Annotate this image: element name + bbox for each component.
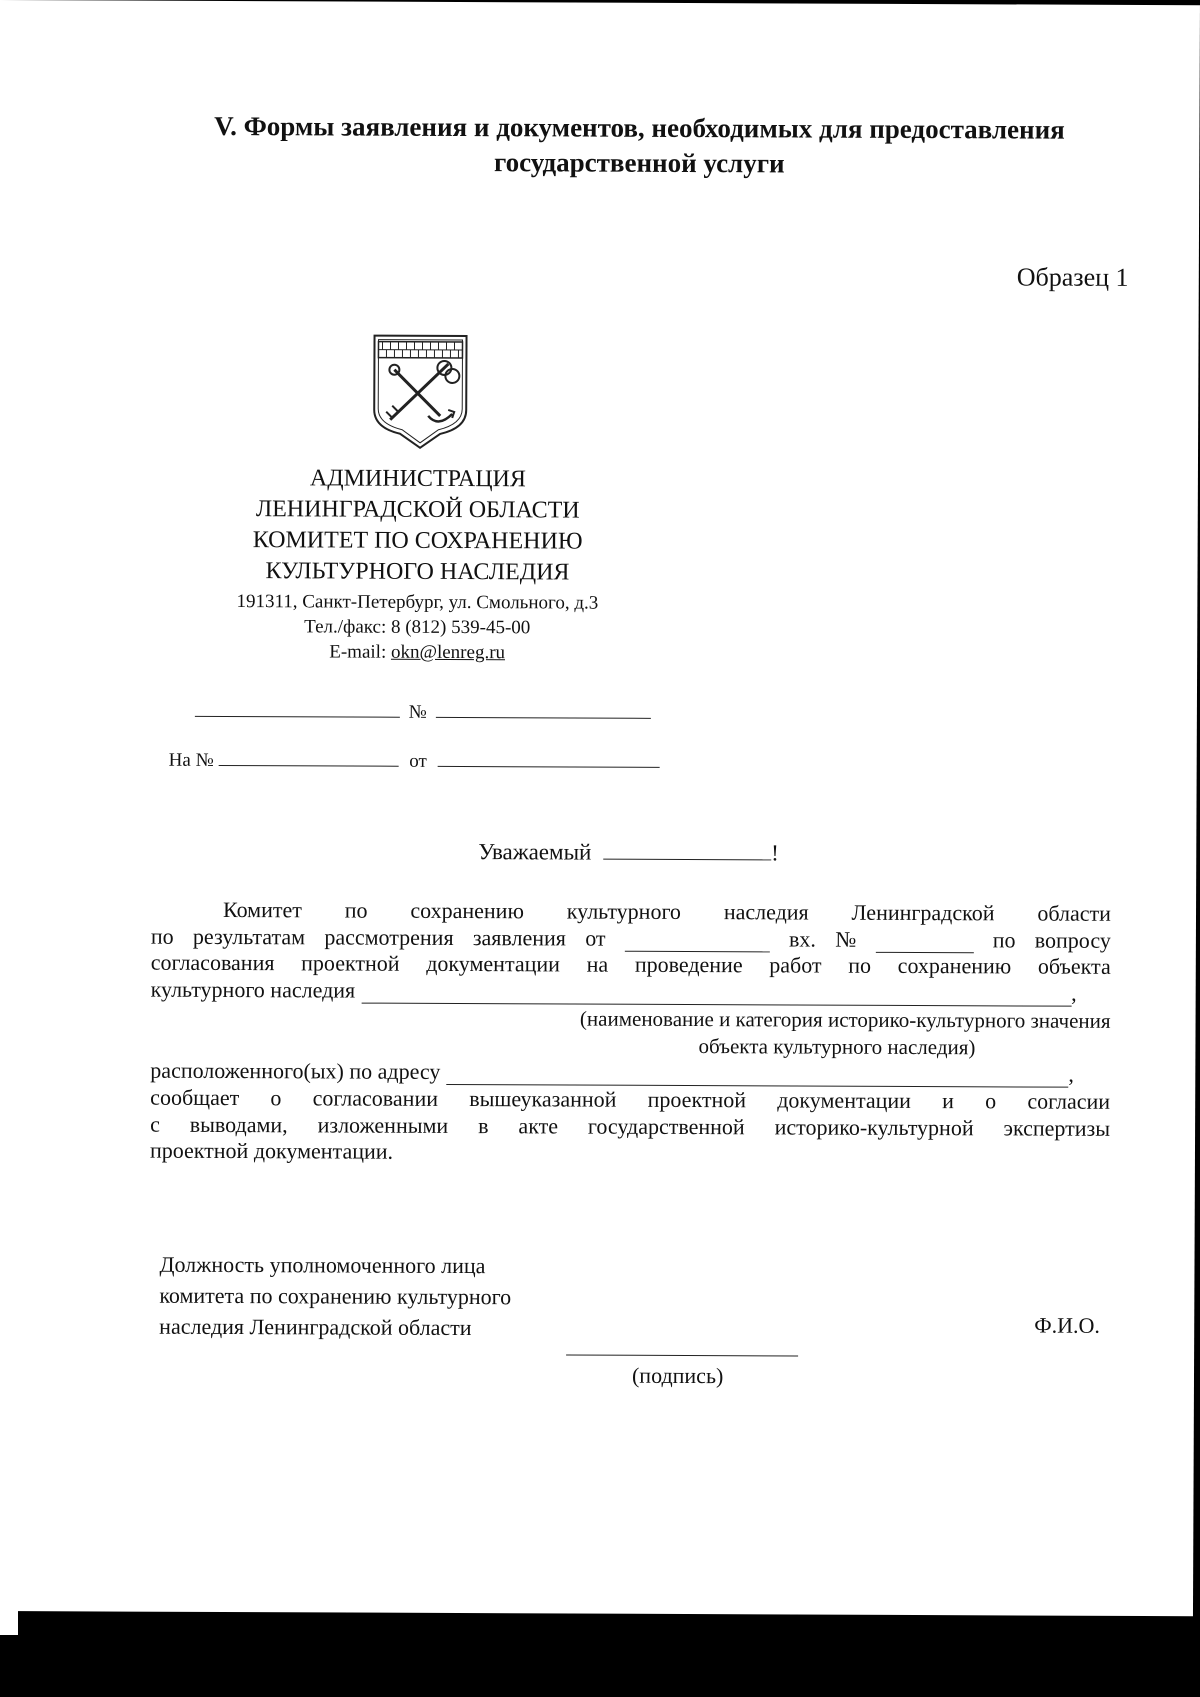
signatory-position-line-2: комитета по сохранению культурного: [159, 1282, 512, 1310]
signature-caption: (подпись): [631, 1362, 724, 1389]
number-sign: №: [408, 701, 427, 723]
reference-prefix: На №: [168, 749, 214, 771]
agency-line-3: КОМИТЕТ ПО СОХРАНЕНИЮ: [252, 527, 583, 555]
body-line-4: культурного наследия ,: [150, 976, 1077, 1006]
body-line-5: расположенного(ых) по адресу ,: [150, 1057, 1074, 1087]
section-title-line-1: V. Формы заявления и документов, необходимых для предоставления: [214, 110, 1065, 145]
agency-line-2: ЛЕНИНГРАДСКОЙ ОБЛАСТИ: [255, 496, 580, 524]
agency-email: [197, 639, 637, 666]
reference-date-blank[interactable]: [438, 765, 660, 768]
section-title-line-2: государственной услуги: [493, 147, 785, 179]
date-blank[interactable]: [195, 715, 400, 718]
body-line-8: проектной документации.: [149, 1137, 394, 1164]
signatory-name-label: Ф.И.О.: [1034, 1312, 1100, 1338]
outgoing-number-row: [195, 701, 651, 725]
object-caption: [295, 1004, 1110, 1062]
agency-line-4: КУЛЬТУРНОГО НАСЛЕДИЯ: [265, 558, 570, 586]
signatory-position-line-1: Должность уполномоченного лица: [159, 1251, 486, 1279]
agency-line-1: АДМИНИСТРАЦИЯ: [309, 465, 526, 493]
salutation-mark: !: [771, 840, 779, 866]
body-line-2: по результатам рассмотрения заявления от вх. № по вопросу: [150, 923, 1111, 953]
body-line-7: с выводами, изложенными в акте государственной историко-культурной экспертизы: [150, 1111, 1111, 1141]
reference-number-blank[interactable]: [218, 764, 398, 767]
body-line-3: согласования проектной документации на проведение работ по сохранению объекта: [150, 949, 1111, 979]
body-line-1: Комитет по сохранению культурного наследия Ленинградской области: [222, 896, 1112, 926]
sample-label: Образец 1: [1016, 262, 1129, 292]
agency-phone: Тел./факс: 8 (812) 539-45-00: [304, 616, 531, 639]
email-label: E-mail:: [329, 641, 387, 663]
page-edge: [0, 1611, 18, 1635]
object-caption-line-1: (наименование и категория историко-культурного значения: [579, 1006, 1111, 1033]
section-title: [0, 108, 1200, 184]
agency-header: [197, 463, 638, 666]
signature-line[interactable]: [566, 1354, 798, 1356]
number-blank[interactable]: [436, 716, 651, 719]
recipient-name-blank[interactable]: [603, 858, 771, 861]
salutation: [478, 839, 779, 866]
signatory-position: [159, 1249, 511, 1344]
reference-from-label: от: [409, 750, 427, 772]
coat-of-arms-emblem: [370, 332, 471, 450]
email-link[interactable]: okn@lenreg.ru: [390, 641, 506, 664]
signatory-position-line-3: наследия Ленинградской области: [159, 1313, 472, 1341]
salutation-text: Уважаемый: [478, 839, 592, 865]
body-line-6: сообщает о согласовании вышеуказанной проектной документации и о согласии: [150, 1084, 1111, 1114]
object-caption-line-2: объекта культурного наследия): [698, 1034, 976, 1060]
reference-row: [169, 750, 660, 774]
agency-address: 191311, Санкт-Петербург, ул. Смольного, д.3: [236, 591, 599, 614]
